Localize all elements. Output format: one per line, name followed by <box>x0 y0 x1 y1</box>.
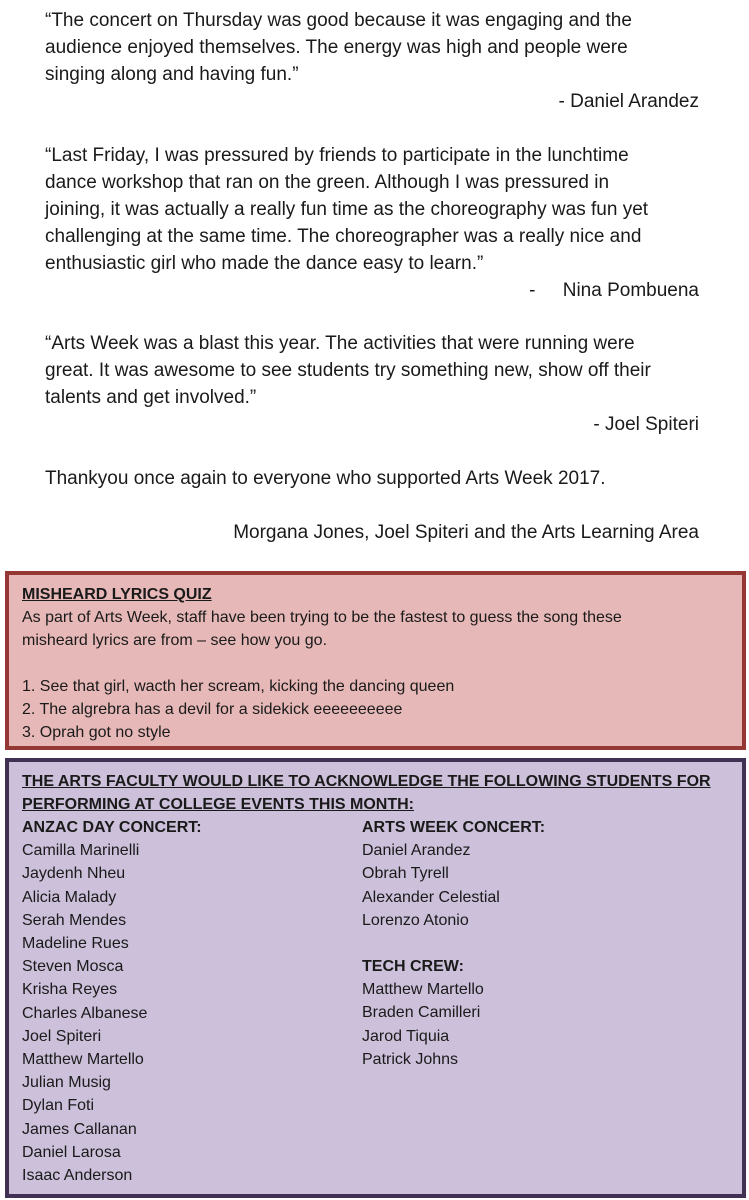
student-name: Julian Musig <box>22 1074 111 1092</box>
student-name: Alexander Celestial <box>362 888 500 906</box>
quiz-item: 3. Oprah got no style <box>22 724 171 741</box>
testimonial-quote <box>45 330 705 411</box>
student-name: Steven Mosca <box>22 958 124 976</box>
acknowledgement-heading <box>22 770 722 816</box>
student-name: Alicia Malady <box>22 888 117 906</box>
student-name: Patrick Johns <box>362 1050 459 1068</box>
signoff-text: Morgana Jones, Joel Spiteri and the Arts Learning Area <box>233 522 699 543</box>
acknowledgement-box <box>5 758 746 1198</box>
quiz-item: 2. The algrebra has a devil for a sidekick eeeeeeeeee <box>22 701 403 718</box>
testimonial-author <box>593 411 699 438</box>
author-dash: - <box>593 414 600 435</box>
quote-line: talents and get involved.” <box>45 387 257 408</box>
student-name: Lorenzo Atonio <box>362 911 469 929</box>
student-name: Krisha Reyes <box>22 981 118 999</box>
thanks-text: Thankyou once again to everyone who supported Arts Week 2017. <box>45 468 606 489</box>
testimonial-author <box>559 88 699 115</box>
quote-line: audience enjoyed themselves. The energy was high and people were <box>45 37 628 58</box>
anzac-column <box>22 816 202 1187</box>
quiz-item: 1. See that girl, wacth her scream, kicking the dancing queen <box>22 678 455 695</box>
student-name: Daniel Arandez <box>362 842 471 860</box>
author-name: Nina Pombuena <box>562 280 699 301</box>
student-name: Charles Albanese <box>22 1004 148 1022</box>
author-dash: - <box>558 91 565 112</box>
student-name: Dylan Foti <box>22 1097 95 1115</box>
quiz-title: MISHEARD LYRICS QUIZ <box>22 586 212 603</box>
quote-line: singing along and having fun.” <box>45 64 299 85</box>
quote-line: “Arts Week was a blast this year. The activities that were running were <box>45 333 635 354</box>
student-name: Braden Camilleri <box>362 1004 481 1022</box>
student-name: Madeline Rues <box>22 935 129 953</box>
arts-week-column <box>362 816 545 1071</box>
student-name: Jaydenh Nheu <box>22 865 126 883</box>
arts-week-title: ARTS WEEK CONCERT: <box>362 819 546 836</box>
quiz-intro <box>22 606 727 652</box>
testimonial-author <box>529 277 699 304</box>
quote-line: dance workshop that ran on the green. Although I was pressured in <box>45 172 610 193</box>
quote-line: joining, it was actually a really fun time as the choreography was fun yet <box>45 199 649 220</box>
heading-line: PERFORMING AT COLLEGE EVENTS THIS MONTH: <box>22 796 414 813</box>
student-name: Jarod Tiquia <box>362 1027 450 1045</box>
quote-line: challenging at the same time. The choreographer was a really nice and <box>45 226 642 247</box>
author-name: Daniel Arandez <box>570 91 699 112</box>
quiz-intro-line: misheard lyrics are from – see how you go. <box>22 632 328 649</box>
student-name: Isaac Anderson <box>22 1167 133 1185</box>
quote-line: “Last Friday, I was pressured by friends to participate in the lunchtime <box>45 145 629 166</box>
author-dash: - <box>529 280 536 301</box>
student-name: Matthew Martello <box>362 981 484 999</box>
student-name: James Callanan <box>22 1120 137 1138</box>
quiz-intro-line: As part of Arts Week, staff have been trying to be the fastest to guess the song these <box>22 609 622 626</box>
student-name: Matthew Martello <box>22 1051 144 1069</box>
student-name: Obrah Tyrell <box>362 865 449 883</box>
anzac-title: ANZAC DAY CONCERT: <box>22 819 202 836</box>
testimonial-quote <box>45 7 705 88</box>
student-name: Joel Spiteri <box>22 1027 102 1045</box>
testimonial-quote <box>45 142 705 277</box>
author-name: Joel Spiteri <box>605 414 699 435</box>
student-name: Serah Mendes <box>22 911 127 929</box>
student-name: Daniel Larosa <box>22 1143 121 1161</box>
quote-line: great. It was awesome to see students try something new, show off their <box>45 360 651 381</box>
quote-line: enthusiastic girl who made the dance easy to learn.” <box>45 253 484 274</box>
student-name: Camilla Marinelli <box>22 842 140 860</box>
quote-line: “The concert on Thursday was good because it was engaging and the <box>45 10 632 31</box>
tech-crew-title: TECH CREW: <box>362 958 464 976</box>
heading-line: THE ARTS FACULTY WOULD LIKE TO ACKNOWLEDGE THE FOLLOWING STUDENTS FOR <box>22 773 711 790</box>
quiz-box <box>5 571 746 750</box>
